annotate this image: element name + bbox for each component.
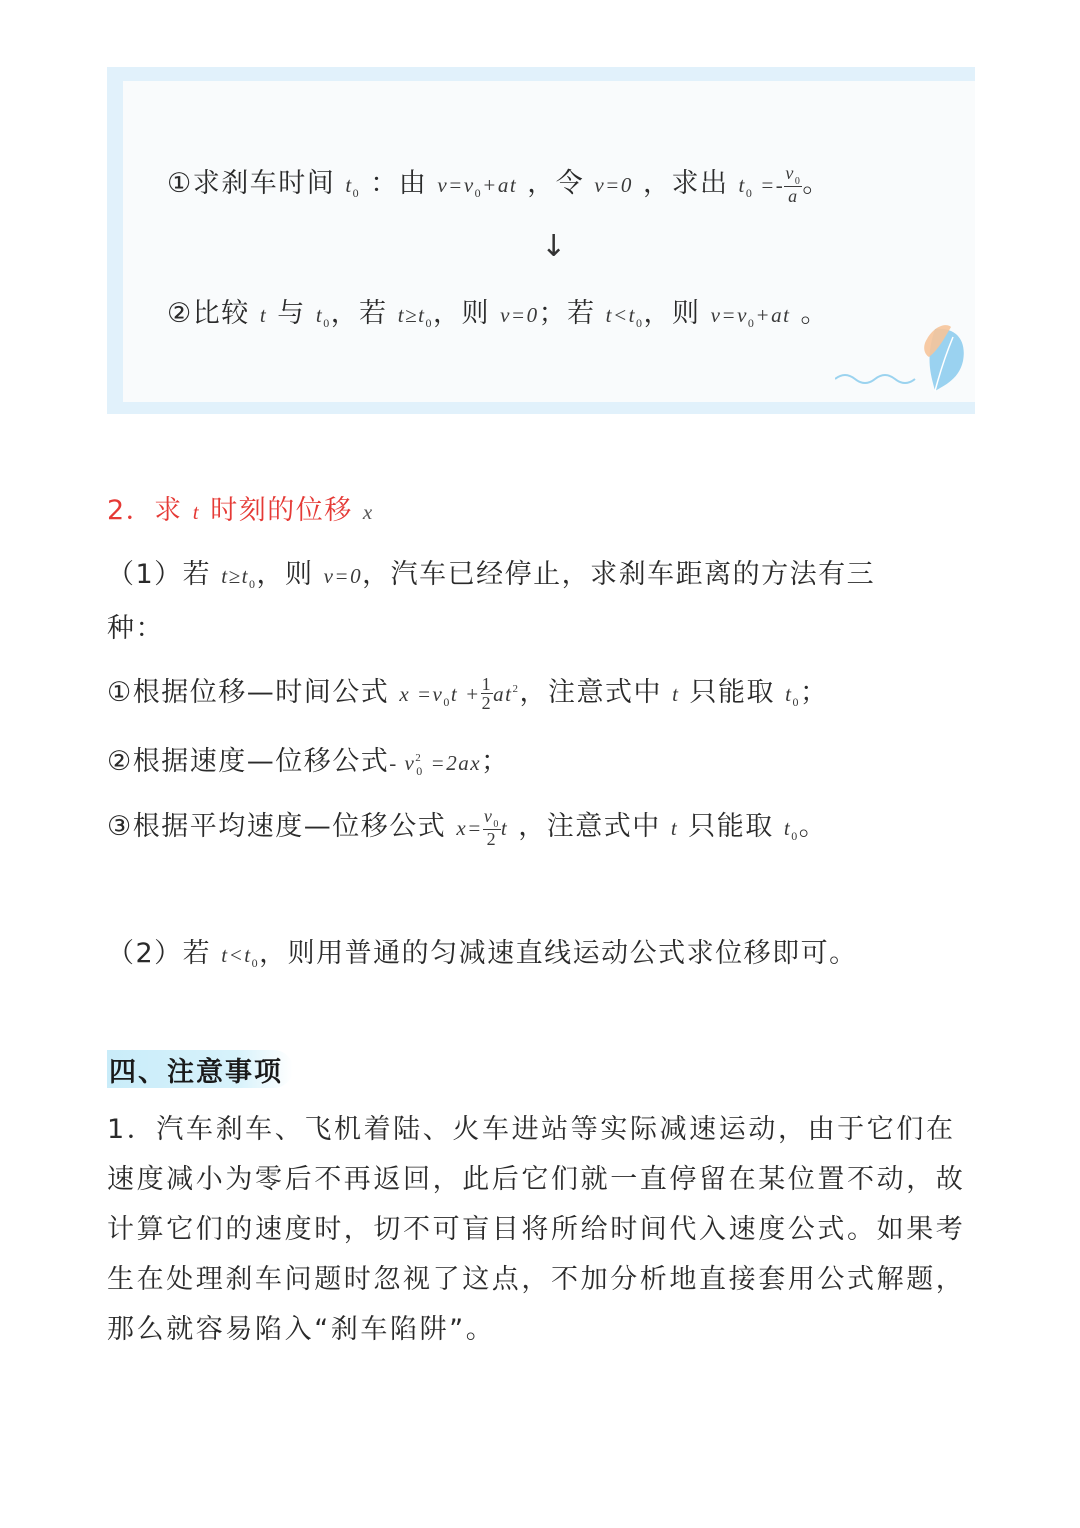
case-1-line-cont: 种：: [107, 613, 164, 644]
step-1: ①求刹车时间 $t_0$ ：由 $v=v_0+at$ ，令 v=0 ，求出 $t_0$ =- $\frac{v_0}{a}$ 。: [167, 163, 831, 206]
section-2-heading: 2．求 t 时刻的位移 x: [107, 495, 374, 526]
notes-paragraph: 1．汽车刹车、飞机着陆、火车进站等实际减速运动，由于它们在速度减小为零后不再返回，此后它们就一直停留在某位置不动，故计算它们的速度时，切不可盲目将所给时间代入速度公式。如果考生在处理刹车问题时忽视了这点，不加分析地直接套用公式解题，那么就容易陷入“刹车陷阱”。: [107, 1114, 966, 1345]
condition-moving: $t<t_0$: [605, 303, 644, 330]
case-1-line: （1）若 $t\ge t_0$，则 v=0，汽车已经停止，求刹车距离的方法有三: [107, 559, 876, 591]
method-1: ①根据位移—时间公式 $x =v_0t$ + $\frac{1}{2}$ $at^2$，注意式中 t 只能取 $t_0$；: [107, 674, 829, 713]
method-box: [107, 67, 975, 414]
displacement-formula: $x =v_0t$ +: [399, 682, 481, 709]
method-3: ③根据平均速度—位移公式 x= $\frac{v_0}{2}$ t ，注意式中 t 只能取 $t_0$。: [107, 806, 828, 849]
step-2-label: ②比较: [167, 298, 250, 329]
down-arrow-icon: ↓: [541, 229, 567, 264]
step-1-label: ①求刹车时间: [167, 168, 336, 199]
method-2: ②根据速度—位移公式- $v^2_0 =2ax$；: [107, 746, 510, 778]
t0-result: $t_0$ =-: [738, 173, 785, 200]
method-box-inner: [123, 81, 975, 402]
condition-stopped: $t\ge t_0$: [397, 303, 433, 330]
v0-over-2-fraction: $\frac{v_0}{2}$: [483, 806, 500, 849]
t0-symbol: $t_0$: [345, 173, 361, 200]
section-4-heading: 四、注意事项: [107, 1050, 293, 1088]
v0-over-a: $\frac{v_0}{a}$: [785, 163, 802, 206]
velocity-formula: $v=v_0+at$: [437, 173, 518, 200]
step-2: ②比较 t 与 $t_0$，若 $t\ge t_0$，则 v=0；若 $t<t_0$，则 $v=v_0+at$ 。: [167, 298, 830, 330]
one-half-fraction: $\frac{1}{2}$: [481, 674, 493, 713]
velocity-displacement-formula: - $v^2_0 =2ax$: [389, 751, 482, 778]
leaf-decoration-icon: [835, 309, 975, 401]
case-2-line: （2）若 $t<t_0$，则用普通的匀减速直线运动公式求位移即可。: [107, 938, 858, 970]
v-zero: v=0: [594, 173, 633, 197]
